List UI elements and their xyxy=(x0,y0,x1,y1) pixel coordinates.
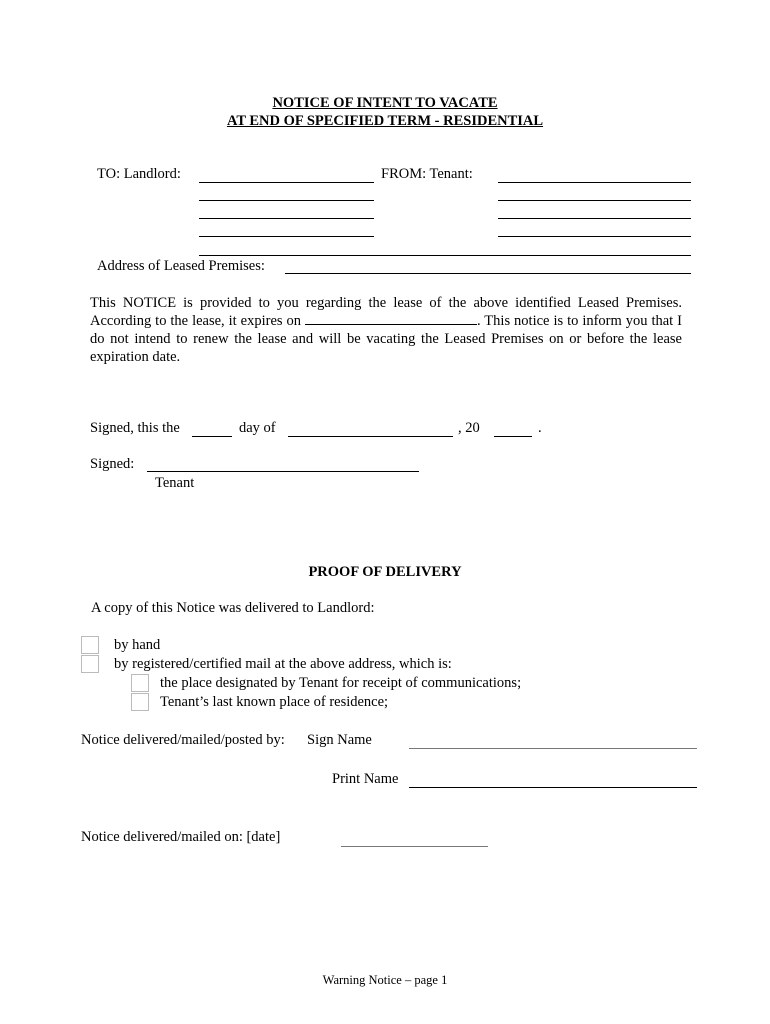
delivered-by-label: Notice delivered/mailed/posted by: xyxy=(81,732,285,748)
lease-expiration-field[interactable] xyxy=(305,312,477,325)
last-residence-label: Tenant’s last known place of residence; xyxy=(160,694,389,710)
by-hand-checkbox[interactable] xyxy=(81,636,99,654)
separator-line xyxy=(199,255,691,256)
document-title-line-2: AT END OF SPECIFIED TERM - RESIDENTIAL xyxy=(226,113,544,129)
proof-of-delivery-heading: PROOF OF DELIVERY xyxy=(308,564,462,580)
day-field[interactable] xyxy=(192,436,232,437)
designated-place-checkbox[interactable] xyxy=(131,674,149,692)
print-name-label: Print Name xyxy=(332,771,399,787)
delivered-on-label: Notice delivered/mailed on: [date] xyxy=(81,829,281,845)
tenant-field-2[interactable] xyxy=(498,200,691,201)
notice-body xyxy=(90,294,682,366)
landlord-field-1[interactable] xyxy=(199,182,374,183)
sign-name-label: Sign Name xyxy=(307,732,372,748)
year-field[interactable] xyxy=(494,436,532,437)
tenant-caption: Tenant xyxy=(155,475,195,491)
last-residence-checkbox[interactable] xyxy=(131,693,149,711)
signed-this-the-label: Signed, this the xyxy=(90,420,180,436)
to-landlord-label: TO: Landlord: xyxy=(97,166,181,182)
tenant-field-4[interactable] xyxy=(498,236,691,237)
sign-name-field[interactable] xyxy=(409,748,697,749)
from-tenant-label: FROM: Tenant: xyxy=(381,166,473,182)
by-mail-label: by registered/certified mail at the above address, which is: xyxy=(114,656,452,672)
date-period: . xyxy=(538,420,542,436)
tenant-signature-field[interactable] xyxy=(147,471,419,472)
landlord-field-4[interactable] xyxy=(199,236,374,237)
notice-body-text-2: . This notice is to inform you that I do not intend to renew the lease and will be vacating the Leased Premises on or before the lease expiration date. xyxy=(90,313,682,365)
copy-delivered-text: A copy of this Notice was delivered to Landlord: xyxy=(91,600,375,616)
year-prefix-label: , 20 xyxy=(458,420,480,436)
month-field[interactable] xyxy=(288,436,453,437)
address-field[interactable] xyxy=(285,273,691,274)
landlord-field-3[interactable] xyxy=(199,218,374,219)
designated-place-label: the place designated by Tenant for receipt of communications; xyxy=(160,675,522,691)
notice-body-text-1: This NOTICE is provided to you regarding the lease of the above identified Leased Premises. According to the lease, it expires on xyxy=(90,295,682,329)
by-hand-label: by hand xyxy=(114,637,161,653)
signed-label: Signed: xyxy=(90,456,135,472)
landlord-field-2[interactable] xyxy=(199,200,374,201)
day-of-label: day of xyxy=(239,420,276,436)
delivered-on-date-field[interactable] xyxy=(341,846,488,847)
document-title-line-1: NOTICE OF INTENT TO VACATE xyxy=(272,95,498,111)
page-footer: Warning Notice – page 1 xyxy=(322,973,448,987)
address-label: Address of Leased Premises: xyxy=(97,258,265,274)
tenant-field-3[interactable] xyxy=(498,218,691,219)
print-name-field[interactable] xyxy=(409,787,697,788)
by-mail-checkbox[interactable] xyxy=(81,655,99,673)
tenant-field-1[interactable] xyxy=(498,182,691,183)
